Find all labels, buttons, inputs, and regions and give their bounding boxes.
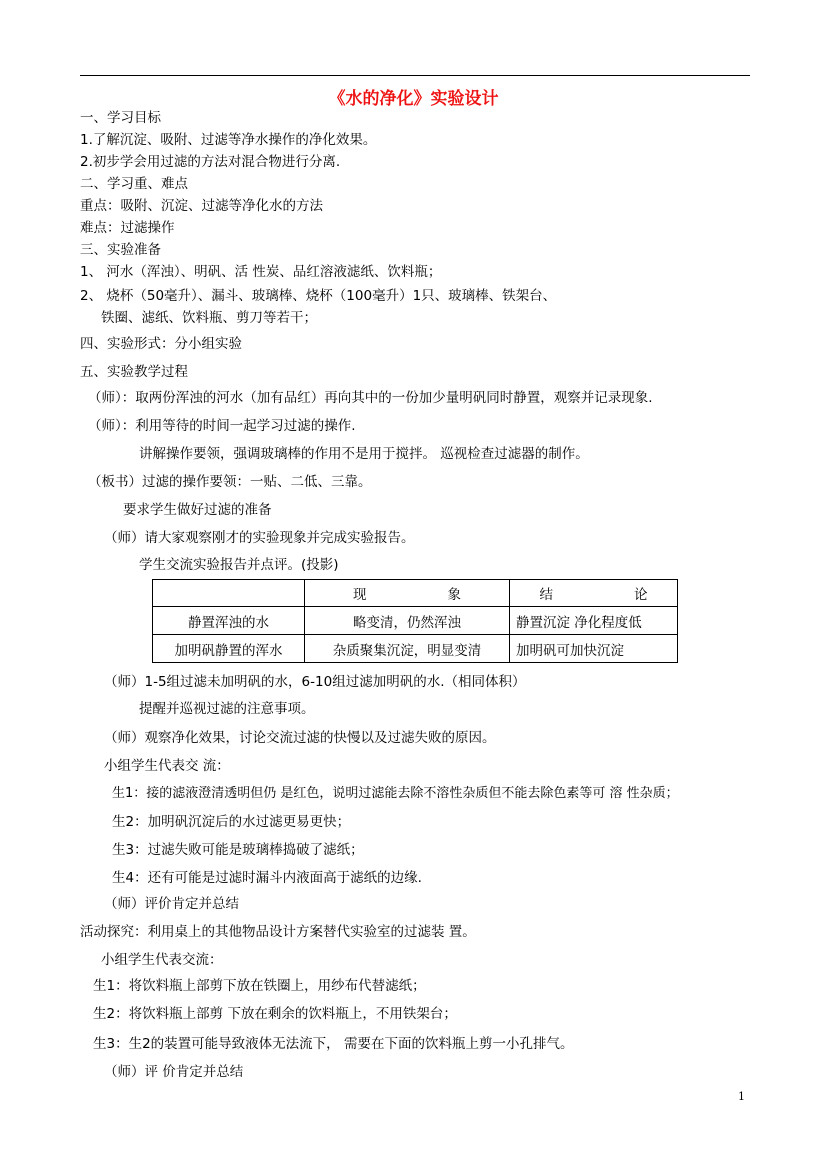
text-line: （师）评 价肯定并总结 <box>104 1064 244 1080</box>
page-number: 1 <box>738 1090 745 1103</box>
table-row <box>153 635 678 663</box>
header-rule <box>80 75 750 76</box>
text-line: 生2：加明矾沉淀后的水过滤更易更快； <box>112 814 351 830</box>
table-cell: 静置沉淀 净化程度低 <box>510 607 678 635</box>
section-heading: 五、实验教学过程 <box>80 364 188 380</box>
text-line: （师）请大家观察刚才的实验现象并完成实验报告。 <box>104 530 415 546</box>
text-line: 小组学生代表交流： <box>101 952 223 968</box>
text-line: 要求学生做好过滤的准备 <box>123 502 272 518</box>
text-line: 生4：还有可能是过滤时漏斗内液面高于滤纸的边缘. <box>112 870 422 886</box>
text-line: 2、 烧杯（50毫升）、漏斗、玻璃棒、烧杯（100毫升）1只、玻璃棒、铁架台、 <box>80 288 557 304</box>
text-line: 生3：过滤失败可能是玻璃棒捣破了滤纸； <box>112 842 364 858</box>
text-line: 铁圈、滤纸、饮料瓶、剪刀等若干； <box>101 310 317 326</box>
table-cell: 加明矾静置的浑水 <box>153 635 305 663</box>
table-header-cell: 结 论 <box>510 580 678 607</box>
text-line: （师）观察净化效果，讨论交流过滤的快慢以及过滤失败的原因。 <box>104 730 496 746</box>
text-line: 1、 河水（浑浊）、明矾、活 性炭、品红溶液滤纸、饮料瓶； <box>80 264 442 280</box>
text-line: 生1：接的滤液澄清透明但仍 是红色，说明过滤能去除不溶性杂质但不能去除色素等可 溶 性杂质； <box>112 786 679 801</box>
text-line: 2.初步学会用过滤的方法对混合物进行分离. <box>80 154 341 170</box>
text-line: 生1：将饮料瓶上部剪下放在铁圈上，用纱布代替滤纸； <box>93 978 426 994</box>
text-line: 难点：过滤操作 <box>80 220 175 236</box>
text-line: 活动探究：利用桌上的其他物品设计方案替代实验室的过滤装 置。 <box>80 924 476 940</box>
table-header-cell: 现 象 <box>305 580 510 607</box>
text-line: 生3：生2的装置可能导致液体无法流下， 需要在下面的饮料瓶上剪一小孔排气。 <box>93 1036 574 1052</box>
section-heading: 二、学习重、难点 <box>80 176 188 192</box>
text-line: 讲解操作要领，强调玻璃棒的作用不是用于搅拌。 巡视检查过滤器的制作。 <box>139 446 589 462</box>
text-line: 小组学生代表交 流： <box>104 758 230 774</box>
document-title: 《水的净化》实验设计 <box>328 89 499 109</box>
text-line: （师）评价肯定并总结 <box>104 896 239 912</box>
text-line: （师）：利用等待的时间一起学习过滤的操作. <box>88 418 356 434</box>
table-cell: 静置浑浊的水 <box>153 607 305 635</box>
text-line: 重点：吸附、沉淀、过滤等净化水的方法 <box>80 198 323 214</box>
table-cell: 略变清，仍然浑浊 <box>305 607 510 635</box>
section-heading: 四、实验形式：分小组实验 <box>80 336 242 352</box>
text-line: 生2：将饮料瓶上部剪 下放在剩余的饮料瓶上，不用铁架台； <box>93 1006 457 1022</box>
section-heading: 三、实验准备 <box>80 242 161 258</box>
observation-table <box>152 579 678 663</box>
table-header-row <box>153 580 678 607</box>
text-line: （师）1-5组过滤未加明矾的水，6-10组过滤加明矾的水.（相同体积） <box>104 674 526 690</box>
table-header-cell <box>153 580 305 607</box>
table-cell: 杂质聚集沉淀，明显变清 <box>305 635 510 663</box>
text-line: （板书）过滤的操作要领：一贴、二低、三靠。 <box>88 474 372 490</box>
table-row <box>153 607 678 635</box>
section-heading: 一、学习目标 <box>80 110 161 126</box>
text-line: 提醒并巡视过滤的注意事项。 <box>139 701 315 717</box>
table-cell: 加明矾可加快沉淀 <box>510 635 678 663</box>
text-line: （师）：取两份浑浊的河水（加有品红）再向其中的一份加少量明矾同时静置，观察并记录现象. <box>88 390 653 406</box>
text-line: 1.了解沉淀、吸附、过滤等净水操作的净化效果。 <box>80 132 377 148</box>
text-line: 学生交流实验报告并点评。(投影) <box>139 557 339 573</box>
